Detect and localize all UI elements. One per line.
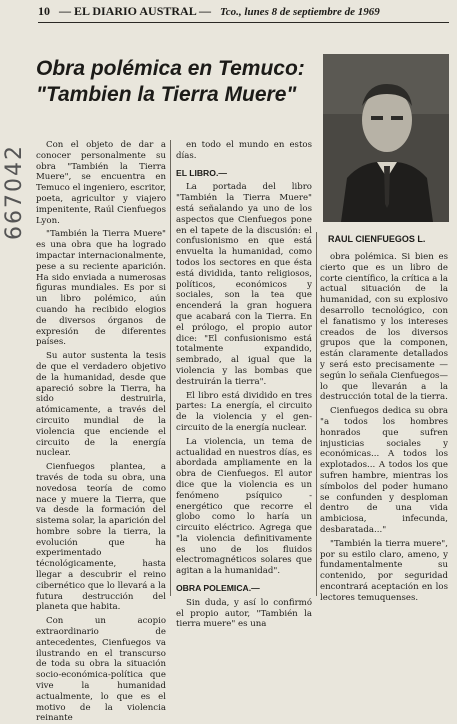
paragraph: Su autor sustenta la tesis de que el verdadero objetivo de la humanidad, desde que apareció sobre la Tierra, ha sido destruirla, atómicamente, a través del circuito mundial de la violencia que enciende el circuito de la energía nuclear. xyxy=(36,351,166,459)
handwritten-archive-number: 667042 xyxy=(2,144,27,240)
column-divider xyxy=(170,140,171,596)
article-column-2 xyxy=(176,140,312,630)
page-number: 10 xyxy=(38,4,50,18)
subheading-el-libro: EL LIBRO.— xyxy=(176,167,227,178)
paragraph: Cienfuegos plantea, a través de toda su obra, una novedosa teoría de como nace y muere la Tierra, que va desde la formación del sistema solar, la aparición del hombre sobre la tierra, la evolución que ha experimentado técnológicamente, hasta llegar a descubrir el reino cibernético que lo llevará a la futura destrucción del planeta que habita. xyxy=(36,462,166,613)
article-column-3 xyxy=(320,252,448,603)
article-column-1 xyxy=(36,140,166,724)
paragraph: Con el objeto de dar a conocer personalmente su obra "También la Tierra Muere", se encuentra en Temuco el ingeniero, escritor, poeta, agricultor y viajero impenitente, Raúl Cienfuegos Lyon. xyxy=(36,140,166,226)
headline xyxy=(36,56,311,108)
issue-date: Tco., lunes 8 de septiembre de 1969 xyxy=(220,6,380,18)
paragraph: Cienfuegos dedica su obra "a todos los hombres honrados que sufren injusticias sociales y económicas... A todos los explotados... A todos los que sufren hambre, mientras los símbolos del poder humano se confunden y desploman dentro de una vida ambiciosa, infecunda, desbaratada..." xyxy=(320,406,448,535)
paragraph: El libro está dividido en tres partes: La energía, el circuito de la violencia y el gen-circuito de la energía nuclear. xyxy=(176,390,312,433)
paragraph: La portada del libro "También la Tierra Muere" está señalando ya uno de los aspectos que Cienfuegos pone en el tapete de la discusión: el confusionismo en que está envuelta la humanidad, como todos los sectores en que ésta está dividida, tanto religiosos, políticos, económicos y sociales, son la tea que encenderá la gran hoguera que acabará con la Tierra. En el prólogo, el propio autor dice: "El confusionismo está totalmente expandido, sembrado, al igual que la violencia y las bombas que destruirán la tierra". xyxy=(176,182,312,387)
paragraph: La violencia, un tema de actualidad en nuestros días, es abordada ampliamente en la obra de Cienfuegos. El autor dice que la violencia es un fenómeno psíquico - energético que recorre el globo como lo haría un circuito eléctrico. Agrega que "la violencia definitivamente es uno de los fluidos electromagnéticos solares que agitan a la humanidad". xyxy=(176,436,312,577)
headline-line-1: Obra polémica en Temuco: xyxy=(36,57,305,80)
newspaper-name: — EL DIARIO AUSTRAL — xyxy=(59,4,212,18)
headline-line-2: "Tambien la Tierra Muere" xyxy=(36,83,297,106)
paragraph: en todo el mundo en estos días. xyxy=(176,140,312,161)
paragraph: Sin duda, y así lo confirmó el propio autor, "También la tierra muere" es una xyxy=(176,597,312,630)
photo-caption: RAUL CIENFUEGOS L. xyxy=(328,234,426,244)
subheading-obra-polemica: OBRA POLEMICA.— xyxy=(176,583,260,594)
author-photo xyxy=(323,54,449,222)
masthead xyxy=(38,4,449,23)
paragraph: obra polémica. Si bien es cierto que es un libro de corte científico, la crítica a la actual situación de la humanidad, con su explosivo desarrollo tecnológico, con el fanatismo y los intereses creados de los diversos grupos que la componen, están claramente detallados y será esto precisamente —según lo señala Cienfuegos— lo que llevarán a la destrucción total de la tierra. xyxy=(320,252,448,403)
paragraph: "También la Tierra Muere" es una obra que ha logrado impactar internacionalmente, pese a su reciente aparición. Ha sido enviada a numerosas figuras mundiales. Es por si un libro polémico, aún cuando ha recibido elogios de diversos órganos de expresión de diferentes países. xyxy=(36,229,166,348)
paragraph: Con un acopio extraordinario de antecedentes, Cienfuegos va ilustrando en el transcurso de toda su obra la situación socio-económica-política que vive la humanidad actualmente, lo que es el motivo de la violencia reinante xyxy=(36,616,166,724)
column-divider xyxy=(316,232,317,596)
paragraph: "También la tierra muere", por su estilo claro, ameno, y fundamentalmente su contenido, por seguridad encontrará aceptación en los lectores temuquenses. xyxy=(320,538,448,603)
portrait-image xyxy=(323,54,449,222)
